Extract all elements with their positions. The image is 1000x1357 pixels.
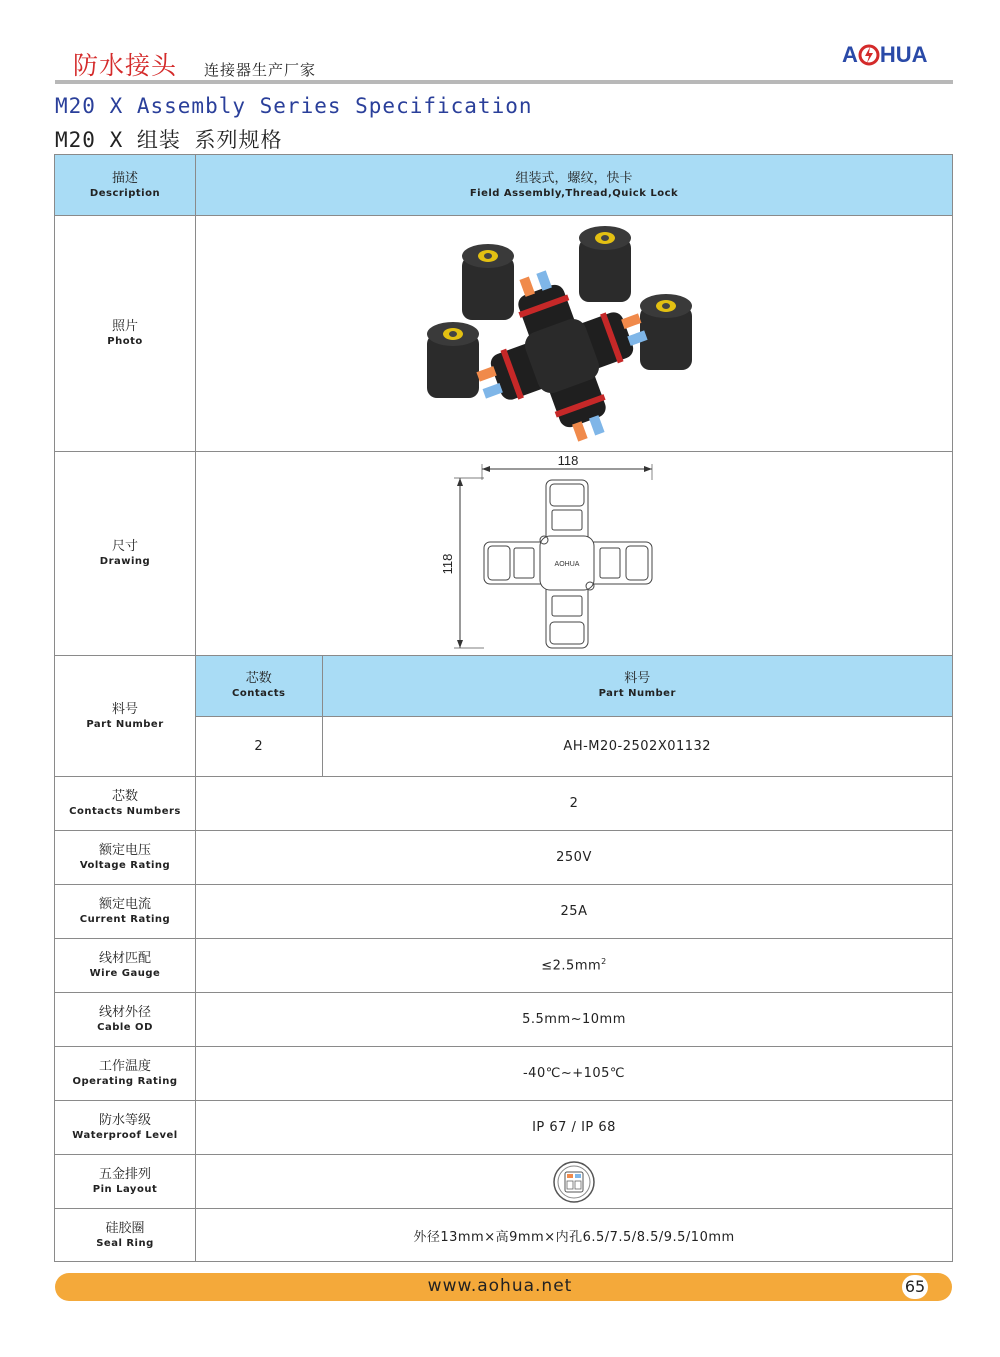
drawing-label [55,452,196,656]
current-label-cn: 额定电流 [98,897,151,912]
row-voltage [55,831,953,885]
contacts-header-cn: 芯数 [245,671,272,687]
seal-ring-label-cn: 硅胶圈 [105,1220,145,1236]
description-label-cn: 描述 [111,170,138,186]
seal-ring-value: 外径13mm×高9mm×内孔6.5/7.5/8.5/9.5/10mm [196,1209,953,1262]
pn-value: AH-M20-2502X01132 [563,738,712,754]
page-title-cn: M20 X 组装 系列规格 [55,128,283,152]
part-number-label-en: Part Number [86,718,164,730]
row-photo [55,216,953,452]
header-title: 防水接头 [73,51,178,80]
operating-temp-label-en: Operating Rating [72,1076,178,1087]
header-subtitle: 连接器生产厂家 [204,61,317,79]
waterproof-value: IP 67 / IP 68 [196,1101,953,1155]
gland-cap-top-left [462,244,514,320]
row-cable-od [55,993,953,1047]
description-value [196,155,953,216]
dim-height-label: 118 [440,553,455,574]
contacts-numbers-label-cn: 芯数 [111,789,138,804]
row-contacts-numbers [55,777,953,831]
header-divider [55,80,953,84]
part-number-subtable [196,656,952,776]
photo-cell [196,216,953,452]
part-number-cell [196,656,953,777]
row-wire-gauge [55,939,953,993]
logo-letter-a: A [842,42,858,67]
logo-letters-hua: HUA [879,42,928,67]
row-seal-ring [55,1209,953,1262]
pin-layout-icon [552,1160,596,1204]
pn-header [322,656,952,716]
operating-temp-value: -40℃~+105℃ [196,1047,953,1101]
current-label-en: Current Rating [79,914,171,925]
description-value-en: Field Assembly,Thread,Quick Lock [469,187,679,199]
wire-gauge-label-cn: 线材匹配 [98,951,151,966]
wire-gauge-value [196,939,953,993]
contacts-header-en: Contacts [231,688,286,700]
row-operating-temp [55,1047,953,1101]
row-pin-layout [55,1155,953,1209]
cable-od-label-en: Cable OD [97,1022,153,1033]
description-label-en: Description [89,187,161,199]
pin-layout-label-cn: 五金排列 [98,1167,151,1182]
pin-layout-label-en: Pin Layout [92,1184,158,1195]
description-value-cn: 组装式，螺纹，快卡 [515,170,633,186]
gland-cap-top-right [579,226,631,302]
logo-bolt-icon [858,44,880,66]
wire-gauge-value-sup: 2 [601,957,607,967]
product-photo [424,226,724,441]
footer-url[interactable]: www.aohua.net [427,1276,573,1296]
cable-od-value: 5.5mm~10mm [196,993,953,1047]
photo-label-en: Photo [107,336,143,347]
seal-ring-label-en: Seal Ring [96,1237,154,1249]
wire-gauge-label-en: Wire Gauge [89,968,161,979]
pn-header-en: Part Number [598,688,676,700]
photo-label-cn: 照片 [111,319,138,334]
voltage-value: 250V [196,831,953,885]
page-title-en: M20 X Assembly Series Specification [55,94,533,118]
drawing-cell [196,452,953,656]
contacts-numbers-value: 2 [196,777,953,831]
spec-table [54,154,953,1262]
row-drawing [55,452,953,656]
pin-layout-cell [196,1155,953,1209]
description-label [55,155,196,216]
wire-gauge-value-text: ≤2.5mm [541,958,602,974]
row-current [55,885,953,939]
current-value: 25A [196,885,953,939]
dim-width-label: 118 [557,452,579,468]
voltage-label-en: Voltage Rating [79,860,171,871]
drawing-label-cn: 尺寸 [111,539,138,554]
waterproof-label-cn: 防水等级 [98,1113,151,1128]
gland-cap-right [640,294,692,370]
voltage-label-cn: 额定电压 [98,843,151,858]
part-number-label-cn: 料号 [111,701,138,717]
contacts-header [196,656,322,716]
row-waterproof [55,1101,953,1155]
drawing-logo-mark: AOHUA [554,560,580,568]
photo-label [55,216,196,452]
part-number-label [55,656,196,777]
cable-od-label-cn: 线材外径 [98,1005,151,1020]
waterproof-label-en: Waterproof Level [72,1130,178,1141]
operating-temp-label-cn: 工作温度 [98,1059,151,1074]
dimension-drawing [440,452,704,654]
drawing-label-en: Drawing [99,556,151,567]
row-part-number [55,656,953,777]
contacts-numbers-label-en: Contacts Numbers [69,806,181,817]
pn-header-cn: 料号 [624,671,651,687]
brand-logo [842,40,928,70]
page-number: 65 [902,1275,928,1299]
row-description [55,155,953,216]
gland-cap-left [427,322,479,398]
contacts-value: 2 [196,716,322,776]
